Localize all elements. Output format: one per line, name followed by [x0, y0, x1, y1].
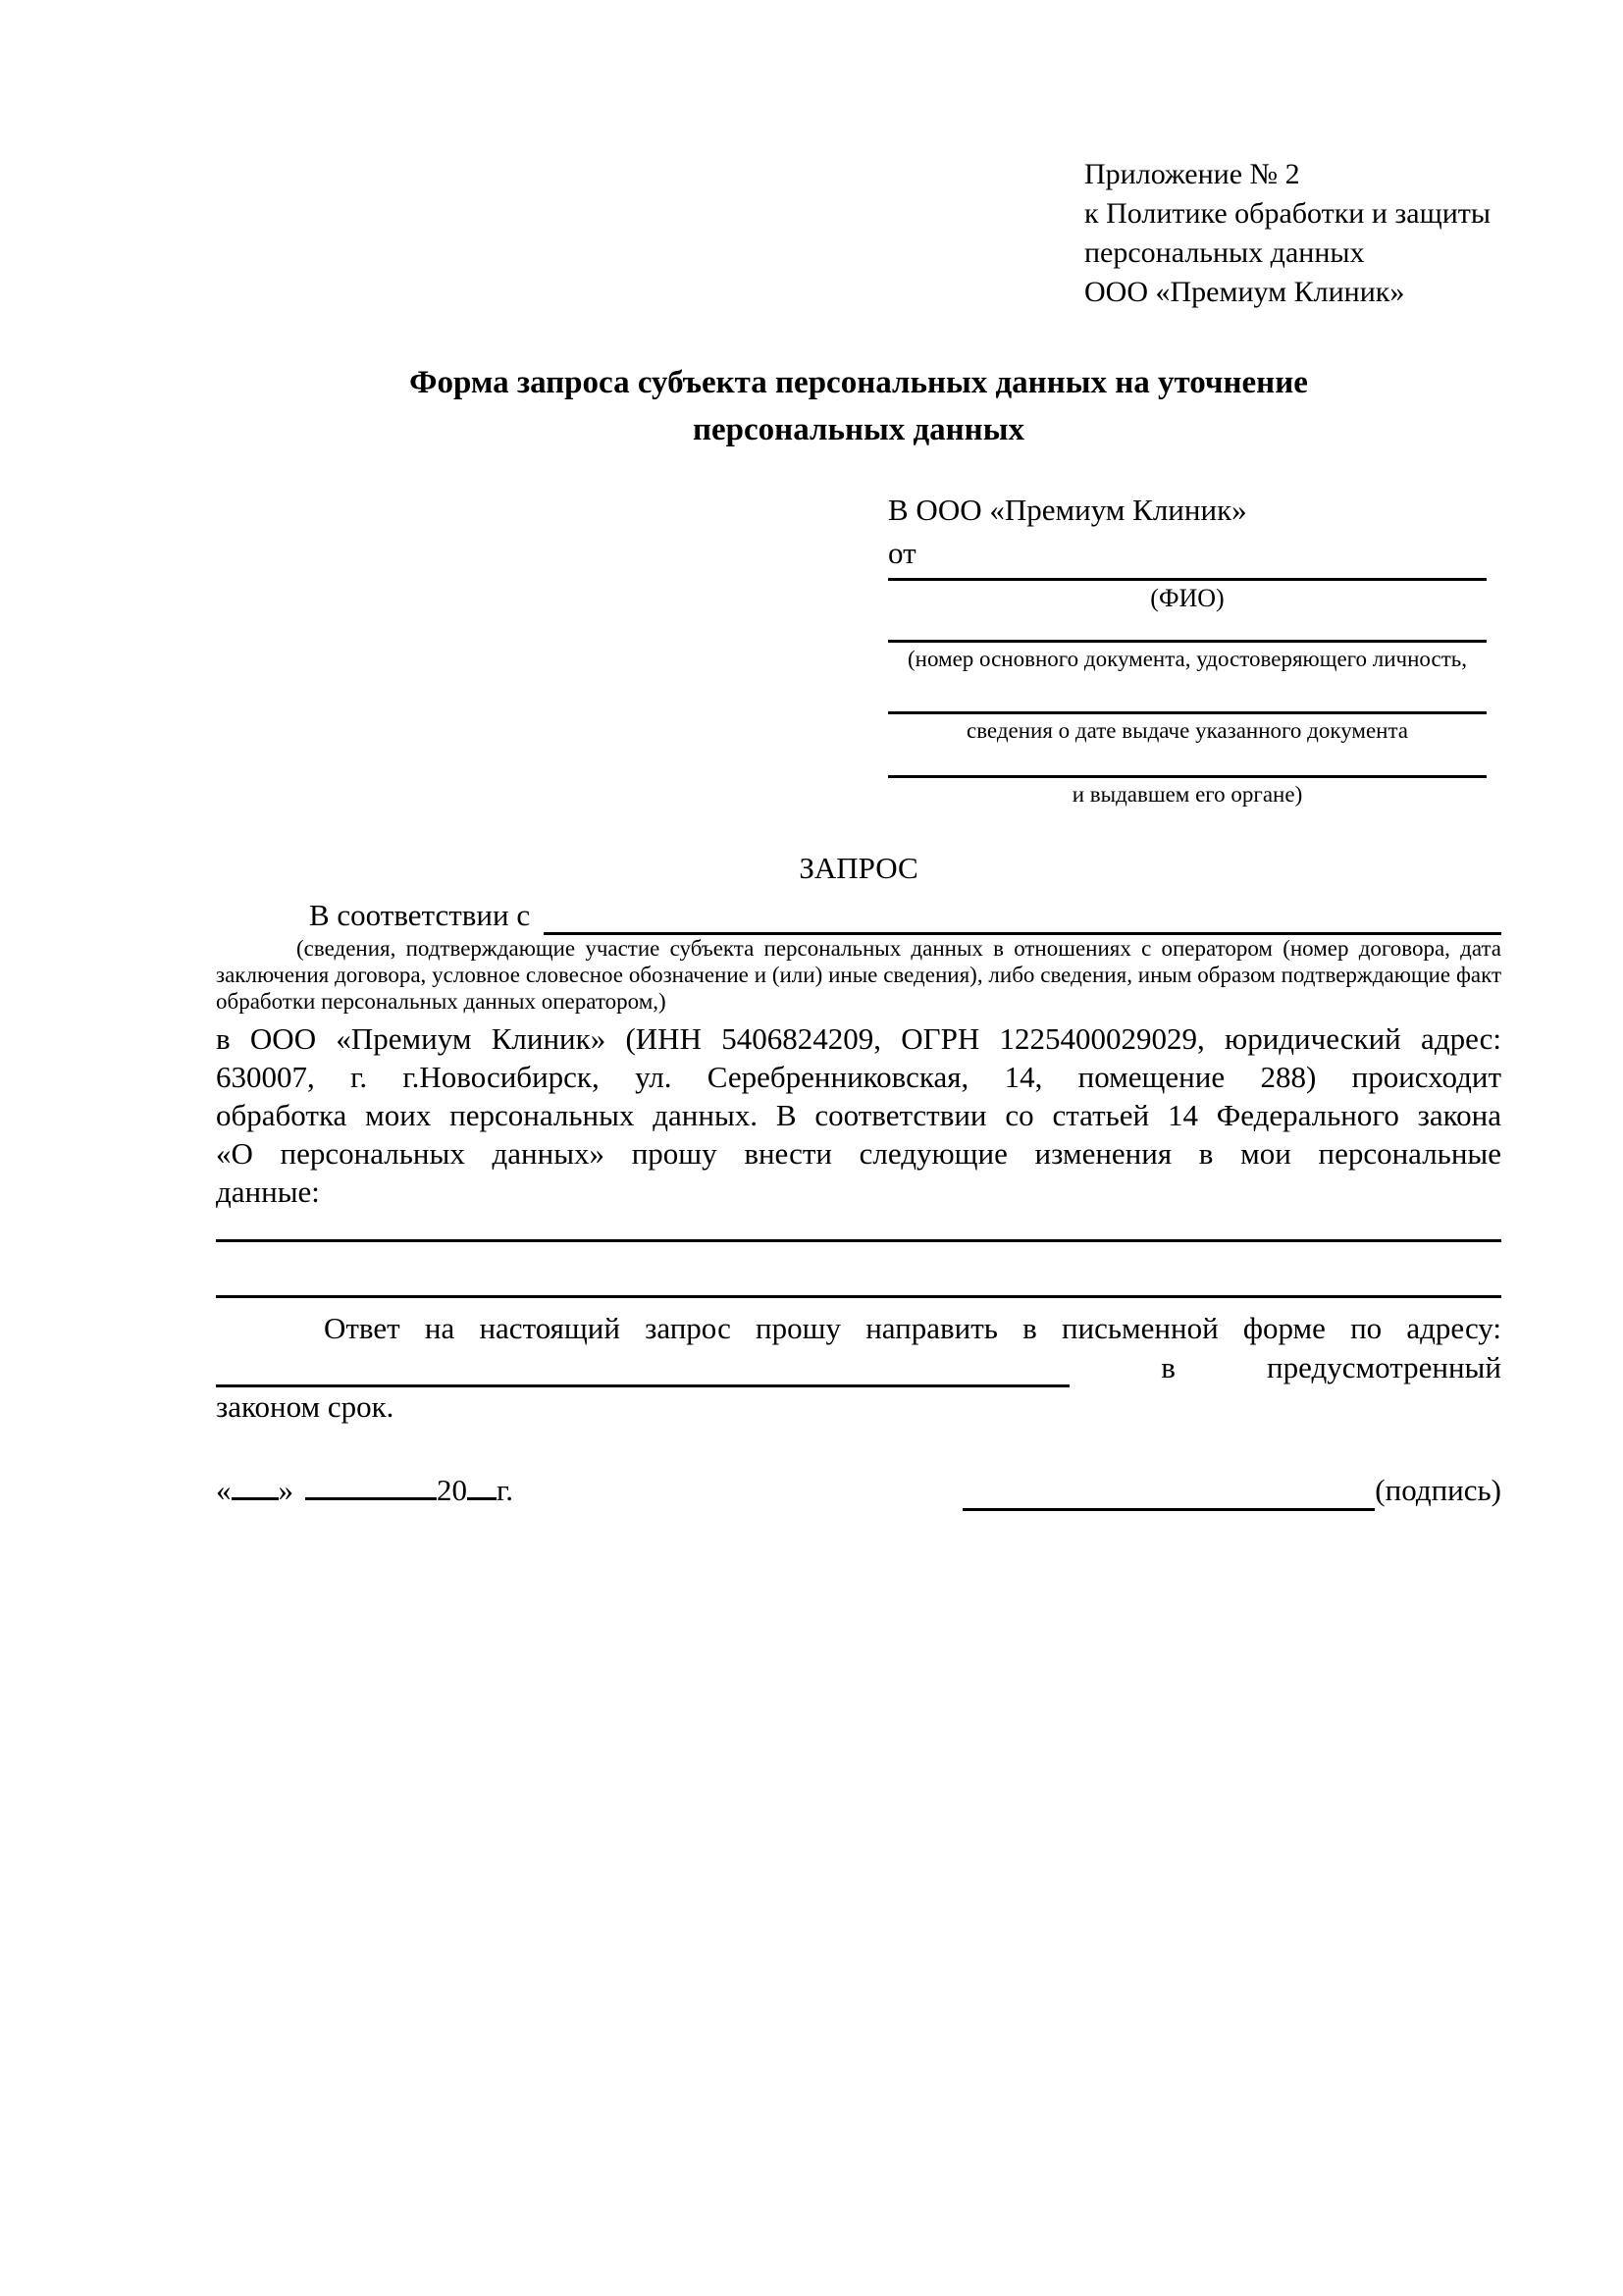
basis-note-line-2: заключения договора, условное словесное обозначение и (или) иные сведения), либо сведения, иным образом подтверждающие факт	[216, 963, 1501, 987]
changes-field-line-1[interactable]	[216, 1239, 1501, 1242]
reply-paragraph	[216, 1309, 1501, 1427]
signature-caption: (подпись)	[1375, 1473, 1501, 1507]
issuing-authority-field-line[interactable]	[888, 775, 1487, 778]
body-line-3: обработка моих персональных данных. В соответствии со статьей 14 Федерального закона	[216, 1098, 1501, 1132]
signature-field-line[interactable]	[963, 1475, 1375, 1511]
reply-tail-word-2: предусмотренный	[1267, 1350, 1501, 1384]
signature-part	[963, 1470, 1501, 1511]
reply-tail-word-1: в	[1161, 1350, 1176, 1384]
date-quote-close: »	[278, 1473, 293, 1507]
date-signature-row	[216, 1468, 1501, 1511]
document-number-field-caption: (номер основного документа, удостоверяющего личность,	[907, 647, 1467, 671]
body-line-1: в ООО «Премиум Клиник» (ИНН 5406824209, ОГРН 1225400029029, юридический адрес:	[216, 1021, 1501, 1056]
document-content	[216, 155, 1501, 1511]
addressee-block	[888, 489, 1487, 809]
date-quote-open: «	[216, 1473, 232, 1507]
request-heading: ЗАПРОС	[799, 851, 918, 885]
document-title-line-1: Форма запроса субъекта персональных данных на уточнение	[409, 365, 1308, 400]
annex-line-1: Приложение № 2	[1084, 158, 1300, 190]
addressee-to: В ООО «Премиум Клиник»	[888, 493, 1247, 527]
date-century: 20	[437, 1473, 467, 1507]
issuing-authority-field-caption: и выдавшем его органе)	[1072, 782, 1303, 807]
month-field-line[interactable]	[305, 1468, 437, 1500]
reply-address-field-line[interactable]	[216, 1351, 1070, 1387]
changes-field-line-2[interactable]	[216, 1295, 1501, 1298]
document-title	[216, 359, 1501, 453]
document-number-field-line[interactable]	[888, 640, 1487, 643]
annex-line-4: ООО «Премиум Клиник»	[1084, 276, 1405, 308]
annex-line-3: персональных данных	[1084, 236, 1365, 269]
date-year-suffix: г.	[497, 1473, 513, 1507]
issue-date-field-caption: сведения о дате выдаче указанного документа	[966, 718, 1409, 743]
basis-note	[216, 935, 1501, 1015]
body-line-4: «О персональных данных» прошу внести следующие изменения в мои персональные	[216, 1136, 1501, 1171]
body-line-5: данные:	[216, 1174, 320, 1209]
issue-date-field-line[interactable]	[888, 711, 1487, 714]
reply-address-row	[216, 1348, 1501, 1387]
document-title-line-2: персональных данных	[693, 412, 1024, 447]
reply-sentence: Ответ на настоящий запрос прошу направить в письменной форме по адресу:	[324, 1311, 1501, 1345]
date-part	[216, 1468, 513, 1511]
basis-note-line-3: обработки персональных данных оператором,)	[216, 989, 666, 1014]
fio-field-line[interactable]	[888, 578, 1487, 581]
body-paragraph	[216, 1019, 1501, 1211]
accordance-basis-field-line[interactable]	[544, 899, 1501, 935]
body-line-2: 630007, г. г.Новосибирск, ул. Серебренниковская, 14, помещение 288) происходит	[216, 1060, 1501, 1094]
annex-line-2: к Политике обработки и защиты	[1084, 197, 1492, 230]
addressee-from-label: от	[888, 536, 916, 570]
day-field-line[interactable]	[232, 1468, 279, 1500]
basis-note-line-1: (сведения, подтверждающие участие субъекта персональных данных в отношениях с оператором (номер договора, дата	[296, 936, 1501, 961]
year-field-line[interactable]	[467, 1468, 497, 1500]
accordance-row	[216, 896, 1501, 935]
reply-closing: законом срок.	[216, 1389, 394, 1424]
accordance-label: В соответствии с	[309, 898, 531, 932]
fio-field-caption: (ФИО)	[1150, 584, 1225, 612]
annex-reference-block	[1084, 155, 1501, 312]
